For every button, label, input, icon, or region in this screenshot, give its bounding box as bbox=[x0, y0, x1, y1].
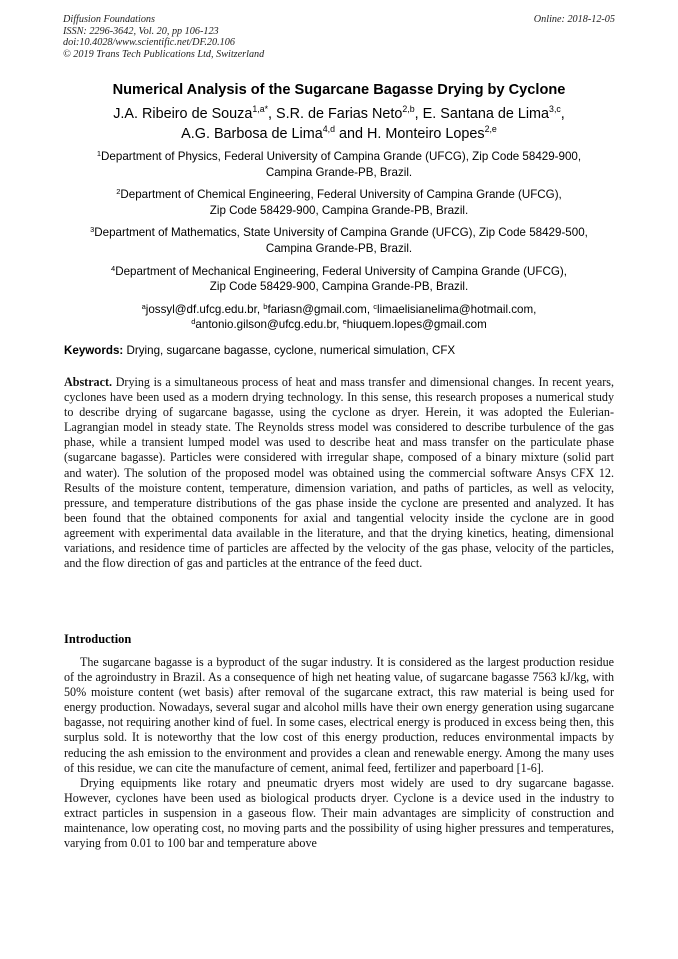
email-mark: a bbox=[141, 301, 146, 311]
author-affiliation-mark: 1,a* bbox=[252, 104, 269, 114]
email-d[interactable]: antonio.gilson@ufcg.edu.br bbox=[195, 318, 337, 332]
affiliation-2 bbox=[40, 187, 638, 218]
email-a[interactable]: jossyl@df.ufcg.edu.br bbox=[145, 302, 257, 316]
email-mark: b bbox=[263, 301, 268, 311]
author-affiliation-mark: 4,d bbox=[322, 124, 335, 134]
doi: doi:10.4028/www.scientific.net/DF.20.106 bbox=[63, 37, 235, 49]
introduction-body bbox=[64, 655, 614, 851]
affiliation-number: 2 bbox=[116, 187, 121, 197]
affiliation-text: Campina Grande-PB, Brazil. bbox=[265, 165, 413, 179]
abstract-label: Abstract. bbox=[64, 375, 113, 389]
email-e[interactable]: hiuquem.lopes@gmail.com bbox=[346, 318, 487, 332]
affiliation-text: Zip Code 58429-900, Campina Grande-PB, Brazil. bbox=[209, 203, 469, 217]
author-line-2 bbox=[40, 124, 638, 144]
author-name: A.G. Barbosa de Lima bbox=[181, 126, 323, 142]
affiliation-4 bbox=[40, 264, 638, 295]
email-b[interactable]: fariasn@gmail.com bbox=[267, 302, 367, 316]
online-date: Online: 2018-12-05 bbox=[533, 14, 615, 25]
keywords-text: Drying, sugarcane bagasse, cyclone, numerical simulation, CFX bbox=[126, 344, 456, 357]
journal-name: Diffusion Foundations bbox=[63, 14, 155, 25]
author-emails: $^a$jossyl@df.ufcg.edu.br, $^b$fariasn@gmail.com, $^c$limaelisianelima@hotmail.com, $^d$antonio.gilson@ufcg.edu.br, $^e$hiuquem.lopes@gmail.com bbox=[141, 301, 537, 332]
copyright: © 2019 Trans Tech Publications Ltd, Switzerland bbox=[63, 48, 265, 60]
paragraph: Drying equipments like rotary and pneumatic dryers most widely are used to dry sugarcane bagasse. However, cyclones have been used as biological products dryer. Cyclone is a device used in the industry to extract particles in suspension in a gaseous flow. Their main advantages are simplicity of construction and maintenance, low operating cost, no moving parts and the possibility of using higher pressures and temperatures, varying from 0.01 to 100 bar and temperature above bbox=[64, 775, 614, 851]
author-affiliation-mark: 3,c bbox=[549, 104, 561, 114]
author-name: H. Monteiro Lopes bbox=[367, 126, 485, 142]
section-heading-introduction: Introduction bbox=[64, 632, 132, 646]
affiliation-text: Department of Chemical Engineering, Federal University of Campina Grande (UFCG), bbox=[120, 188, 562, 202]
issn-volume: ISSN: 2296-3642, Vol. 20, pp 106-123 bbox=[63, 25, 219, 37]
paper-title: Numerical Analysis of the Sugarcane Bagasse Drying by Cyclone bbox=[112, 82, 566, 98]
affiliation-text: Campina Grande-PB, Brazil. bbox=[265, 241, 413, 255]
affiliations bbox=[40, 149, 638, 333]
affiliation-text: Zip Code 58429-900, Campina Grande-PB, Brazil. bbox=[209, 280, 469, 294]
author-affiliation-mark: 2,e bbox=[484, 124, 497, 134]
keywords-label: Keywords: bbox=[64, 344, 124, 357]
author-separator: , bbox=[560, 106, 565, 122]
author-affiliation-mark: 2,b bbox=[402, 104, 415, 114]
email-mark: d bbox=[191, 317, 196, 327]
paragraph: The sugarcane bagasse is a byproduct of the sugar industry. It is considered as the largest production residue of the agroindustry in Brazil. As a consequence of high net heating value, of sugarcane bagasse 7563 kJ/kg, with 50% moisture content (wet basis) after removal of the sugarcane extract, this raw material is being used for energy production. Nowadays, several sugar and alcohol mills have their own energy generation using sugarcane bagasse, not requiring another kind of fuel. In some cases, electrical energy is produced in excess being then, this surplus sold. It is noteworthy that the low cost of this energy production, reduces environmental impacts by reducing the ash emission to the environment and provides a clean and renewable energy. Among the many uses of this residue, we can cite the manufacture of cement, animal feed, fertilizer and paperboard [1-6]. bbox=[64, 655, 614, 775]
author-list bbox=[40, 104, 638, 144]
author-separator: , bbox=[268, 106, 277, 122]
abstract bbox=[64, 375, 614, 571]
affiliation-text: Department of Physics, Federal University of Campina Grande (UFCG), Zip Code 58429-900, bbox=[101, 150, 582, 163]
abstract-text: Drying is a simultaneous process of heat and mass transfer and dimensional changes. In recent years, cyclones have been used as a modern drying technology. In this sense, this research proposes a numerical study to describe drying of sugarcane bagasse, using the cyclone as dryer. Herein, it was adopted the Eulerian-Lagrangian model in steady state. The Reynolds stress model was considered to describe turbulence of the gas phase, while a transient lumped model was used to describe heat and mass transfer on the particulate phase (sugarcane bagasse). Particles were considered with irregular shape, composed of a binary mixture (solid part and water). The solution of the proposed model was obtained using the commercial software Ansys CFX 12. Results of the moisture content, temperature, dimension variation, and paths of particles, as well as velocity, pressure, and temperature distributions of the gas phase inside the cyclone are presented and analyzed. It has been found that the obtained components for axial and tangential velocity inside the cyclone are in good agreement with experimental data available in the literature, and that the drying kinetics, heating, dimensional variations, and residence time of particles are affected by the velocity of the gas phase, velocity of the particles, and the flow direction of gas and particles at the entrance of the feed duct. bbox=[64, 375, 614, 571]
author-line-1 bbox=[40, 104, 638, 124]
email-mark: e bbox=[342, 317, 347, 327]
affiliation-number: 4 bbox=[111, 263, 116, 273]
email-c[interactable]: limaelisianelima@hotmail.com bbox=[377, 302, 534, 316]
affiliation-number: 3 bbox=[90, 225, 95, 235]
author-separator: , bbox=[414, 106, 423, 122]
author-name: E. Santana de Lima bbox=[422, 106, 550, 122]
author-name: J.A. Ribeiro de Souza bbox=[113, 106, 253, 122]
affiliation-number: 1 bbox=[96, 149, 102, 158]
affiliation-1 bbox=[40, 149, 638, 180]
email-mark: c bbox=[373, 301, 378, 311]
author-separator: and bbox=[334, 126, 367, 142]
affiliation-text: Department of Mathematics, State University of Campina Grande (UFCG), Zip Code 58429-500, bbox=[94, 226, 588, 240]
publication-header bbox=[63, 14, 615, 60]
author-name: S.R. de Farias Neto bbox=[276, 106, 403, 122]
affiliation-text: Department of Mechanical Engineering, Federal University of Campina Grande (UFCG), bbox=[115, 264, 567, 278]
affiliation-3 bbox=[40, 225, 638, 256]
keywords bbox=[64, 344, 614, 357]
